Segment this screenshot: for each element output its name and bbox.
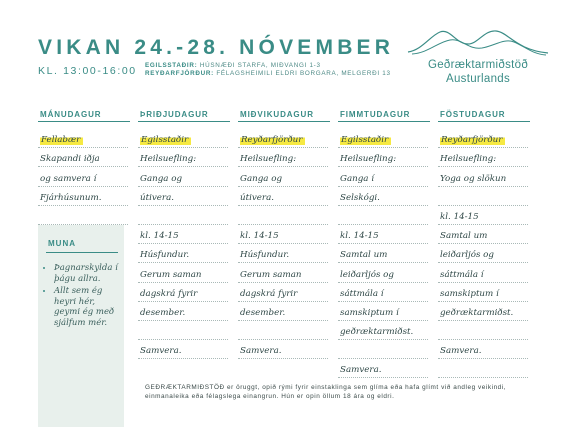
muna-item: • Þagnarskylda í þágu allra. bbox=[54, 263, 122, 284]
footer-text: GEÐRÆKTARMIÐSTÖÐ er öruggt, opið rými fyrir einstaklinga sem glíma eða hafa glímt við andleg veikindi, einmanaleika eða félagslega einangrun. Hún er opin öllum 18 ára og eldri. bbox=[145, 384, 507, 400]
day-rows bbox=[238, 129, 328, 359]
schedule-entry: Ganga og bbox=[240, 173, 283, 184]
schedule-entry: Samtal um bbox=[340, 250, 388, 261]
day-rows bbox=[438, 129, 528, 378]
schedule-line bbox=[238, 263, 328, 282]
schedule-line bbox=[338, 321, 428, 340]
day-heading: MÁNUDAGUR bbox=[40, 110, 102, 119]
schedule-entry: kl. 14-15 bbox=[140, 231, 179, 242]
schedule-line bbox=[238, 244, 328, 263]
day-divider bbox=[138, 121, 230, 122]
day-column bbox=[438, 110, 528, 378]
schedule-line bbox=[238, 167, 328, 186]
day-divider bbox=[238, 121, 330, 122]
location-1-value: HÚSNÆÐI STARFA, MIÐVANGI 1-3 bbox=[199, 62, 321, 69]
muna-divider bbox=[46, 252, 118, 253]
schedule-entry: Húsfundur. bbox=[240, 250, 290, 261]
schedule-line bbox=[138, 321, 228, 340]
schedule-entry: sáttmála í bbox=[440, 269, 484, 280]
schedule-line bbox=[338, 225, 428, 244]
schedule-entry: sáttmála í bbox=[340, 288, 384, 299]
schedule-line bbox=[238, 129, 328, 148]
schedule-line bbox=[338, 148, 428, 167]
schedule-line bbox=[338, 244, 428, 263]
schedule-line bbox=[438, 167, 528, 186]
schedule-entry: Selskógi. bbox=[340, 192, 380, 203]
day-column bbox=[238, 110, 328, 359]
schedule-entry: Samvera. bbox=[440, 346, 482, 357]
schedule-line bbox=[138, 244, 228, 263]
schedule-line bbox=[38, 129, 128, 148]
schedule-entry: geðræktarmiðst. bbox=[340, 327, 414, 338]
schedule-entry: geðræktarmiðst. bbox=[440, 307, 514, 318]
schedule-line bbox=[138, 129, 228, 148]
day-divider bbox=[338, 121, 430, 122]
schedule-line bbox=[38, 167, 128, 186]
page-title: VIKAN 24.-28. NÓVEMBER bbox=[38, 36, 395, 59]
schedule-line bbox=[438, 302, 528, 321]
schedule-entry: útivera. bbox=[240, 192, 275, 203]
schedule-line bbox=[338, 263, 428, 282]
day-heading: FIMMTUDAGUR bbox=[340, 110, 411, 119]
schedule-line bbox=[38, 187, 128, 206]
schedule-entry: Yoga og slökun bbox=[440, 173, 507, 184]
schedule-line bbox=[438, 206, 528, 225]
schedule-line bbox=[338, 283, 428, 302]
schedule-entry: Heilsuefling: bbox=[440, 154, 497, 165]
schedule-entry: Skapandi iðja bbox=[40, 154, 100, 165]
schedule-line bbox=[338, 129, 428, 148]
schedule-entry: kl. 14-15 bbox=[240, 231, 279, 242]
schedule-entry: Samvera. bbox=[140, 346, 182, 357]
schedule-entry: Samvera. bbox=[240, 346, 282, 357]
schedule-line bbox=[138, 206, 228, 225]
location-tag: Egilsstaðir bbox=[140, 135, 191, 145]
schedule-line bbox=[338, 302, 428, 321]
schedule-entry: dagskrá fyrir bbox=[240, 288, 298, 299]
muna-heading: MUNA bbox=[48, 239, 76, 248]
day-column bbox=[338, 110, 428, 378]
schedule-line bbox=[438, 244, 528, 263]
location-tag: Fellabær bbox=[40, 135, 83, 145]
locations bbox=[145, 62, 405, 78]
schedule-entry: Gerum saman bbox=[140, 269, 202, 280]
logo-line-1: Geðræktarmiðstöð bbox=[427, 59, 529, 71]
schedule-line bbox=[238, 283, 328, 302]
schedule-entry: dagskrá fyrir bbox=[140, 288, 198, 299]
mountain-wave-logo-icon bbox=[404, 26, 552, 58]
schedule-line bbox=[138, 167, 228, 186]
schedule-entry: Heilsuefling: bbox=[140, 154, 197, 165]
schedule-line bbox=[238, 187, 328, 206]
schedule-line bbox=[38, 148, 128, 167]
schedule-entry: Húsfundur. bbox=[140, 250, 190, 261]
schedule-entry: leiðarljós og bbox=[440, 250, 494, 261]
day-heading: MIÐVIKUDAGUR bbox=[240, 110, 314, 119]
schedule-line bbox=[138, 225, 228, 244]
schedule-entry: leiðarljós og bbox=[340, 269, 394, 280]
schedule-line bbox=[438, 321, 528, 340]
schedule-line bbox=[338, 359, 428, 378]
schedule-line bbox=[238, 340, 328, 359]
logo bbox=[398, 26, 558, 86]
schedule-line bbox=[38, 206, 128, 225]
day-divider bbox=[438, 121, 530, 122]
opening-hours: KL. 13:00-16:00 bbox=[38, 65, 137, 77]
day-heading: FÖSTUDAGUR bbox=[440, 110, 506, 119]
schedule-entry: samskiptum í bbox=[340, 307, 399, 318]
schedule-line bbox=[238, 302, 328, 321]
schedule-line bbox=[438, 283, 528, 302]
schedule-entry: Fjárhúsunum. bbox=[40, 192, 102, 203]
location-tag: Reyðarfjörður bbox=[440, 135, 505, 145]
schedule-entry: desember. bbox=[140, 307, 186, 318]
schedule-entry: desember. bbox=[240, 307, 286, 318]
schedule-entry: Heilsuefling: bbox=[340, 154, 397, 165]
schedule-line bbox=[338, 187, 428, 206]
schedule-entry: Ganga í bbox=[340, 173, 374, 184]
schedule-entry: Ganga og bbox=[140, 173, 183, 184]
schedule-line bbox=[438, 225, 528, 244]
location-2-label: REYÐARFJÖRÐUR: bbox=[145, 70, 214, 77]
location-2-value: FÉLAGSHEIMILI ELDRI BORGARA, MELGERÐI 13 bbox=[216, 70, 391, 77]
muna-item: • Allt sem ég heyri hér, geymi ég með sjálfum mér. bbox=[54, 286, 122, 328]
day-rows bbox=[138, 129, 228, 359]
schedule-entry: kl. 14-15 bbox=[340, 231, 379, 242]
day-heading: ÞRIÐJUDAGUR bbox=[140, 110, 209, 119]
muna-list bbox=[42, 263, 122, 330]
schedule-line bbox=[338, 340, 428, 359]
schedule-line bbox=[338, 167, 428, 186]
schedule-line bbox=[438, 148, 528, 167]
logo-line-2: Austurlands bbox=[445, 73, 511, 85]
schedule-line bbox=[338, 206, 428, 225]
schedule-entry: útivera. bbox=[140, 192, 175, 203]
day-rows bbox=[338, 129, 428, 378]
location-tag: Egilsstaðir bbox=[340, 135, 391, 145]
schedule-line bbox=[438, 359, 528, 378]
schedule-line bbox=[238, 321, 328, 340]
schedule-line bbox=[138, 283, 228, 302]
location-1-label: EGILSSTAÐIR: bbox=[145, 62, 198, 69]
schedule-entry: kl. 14-15 bbox=[440, 211, 479, 222]
schedule-line bbox=[138, 340, 228, 359]
schedule-line bbox=[238, 206, 328, 225]
location-tag: Reyðarfjörður bbox=[240, 135, 305, 145]
schedule-line bbox=[238, 148, 328, 167]
schedule-entry: Samtal um bbox=[440, 231, 488, 242]
schedule-entry: og samvera í bbox=[40, 173, 97, 184]
schedule-entry: Heilsuefling: bbox=[240, 154, 297, 165]
schedule-entry: Gerum saman bbox=[240, 269, 302, 280]
schedule-entry: samskiptum í bbox=[440, 288, 499, 299]
day-divider bbox=[38, 121, 130, 122]
schedule-line bbox=[238, 225, 328, 244]
schedule-line bbox=[138, 263, 228, 282]
muna-box bbox=[38, 225, 124, 427]
schedule-line bbox=[438, 187, 528, 206]
schedule-line bbox=[438, 129, 528, 148]
schedule-entry: Samvera. bbox=[340, 365, 382, 376]
schedule-line bbox=[438, 263, 528, 282]
schedule-line bbox=[438, 340, 528, 359]
day-column bbox=[138, 110, 228, 359]
schedule-line bbox=[138, 148, 228, 167]
schedule-line bbox=[138, 187, 228, 206]
schedule-line bbox=[138, 302, 228, 321]
